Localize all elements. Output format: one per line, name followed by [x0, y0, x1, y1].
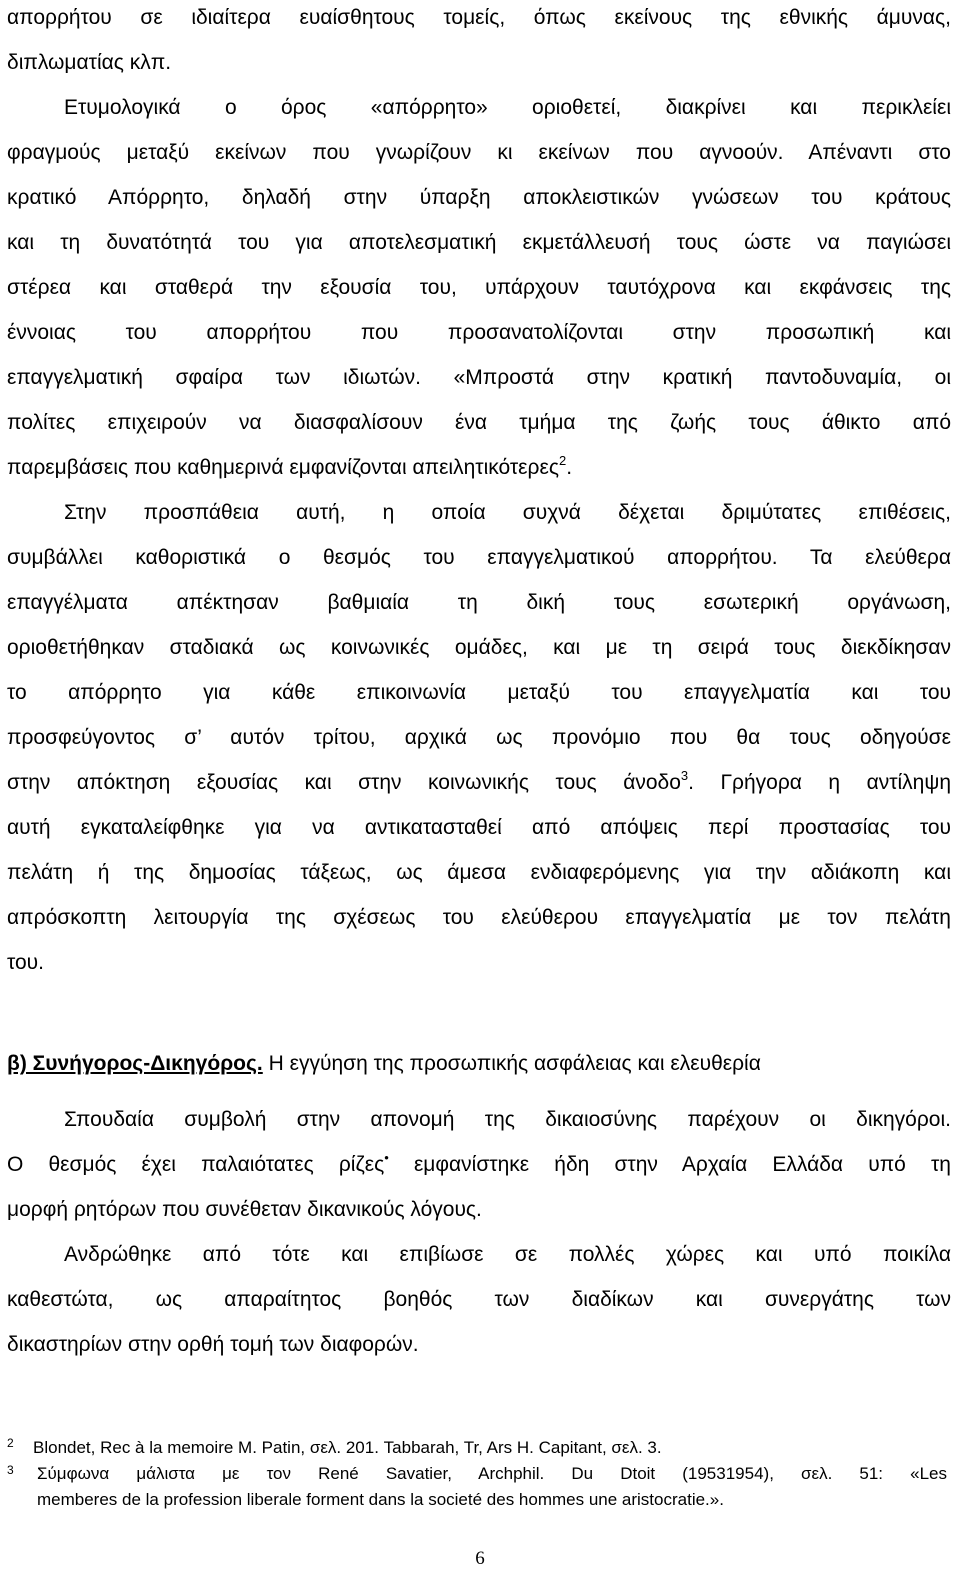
text-line: κρατικό Απόρρητο, δηλαδή στην ύπαρξη αποκλειστικών γνώσεων του κράτους — [7, 186, 951, 209]
text-span: Ο θεσμός έχει παλαιότατες ρίζες — [7, 1153, 385, 1176]
text-line: και τη δυνατότητά του για αποτελεσματική εκμετάλλευσή τους ώστε να παγιώσει — [7, 231, 951, 254]
footnote-ref-3: 3 — [680, 768, 689, 783]
footnote-text: Blondet, Rec à la memoire M. Patin, σελ. 201. Tabbarah, Tr, Ars H. Capitant, σελ. 3. — [33, 1438, 662, 1457]
footnote-text: Σύμφωνα μάλιστα με τον René Savatier, Archphil. Du Dtoit (19531954), σελ. 51: «Les — [37, 1464, 947, 1483]
text-line: οριοθετήθηκαν σταδιακά ως κοινωνικές ομάδες, και με τη σειρά τους διεκδίκησαν — [7, 636, 951, 659]
text-line: απορρήτου σε ιδιαίτερα ευαίσθητους τομείς, όπως εκείνους της εθνικής άμυνας, — [7, 6, 951, 29]
paragraph-start: Ετυμολογικά ο όρος «απόρρητο» οριοθετεί, διακρίνει και περικλείει — [64, 96, 951, 119]
text-line: του. — [7, 951, 44, 974]
footnote-mark: 3 — [7, 1463, 14, 1477]
text-line: το απόρρητο για κάθε επικοινωνία μεταξύ του επαγγελματία και του — [7, 681, 951, 704]
text-line: φραγμούς μεταξύ εκείνων που γνωρίζουν κι εκείνων που αγνοούν. Απέναντι στο — [7, 141, 951, 164]
text-line — [7, 1150, 951, 1177]
text-line — [7, 453, 951, 480]
text-line: δικαστηρίων στην ορθή τομή των διαφορών. — [7, 1333, 419, 1356]
heading-label: β) Συνήγορος-Δικηγόρος. — [7, 1052, 263, 1075]
text-line: απρόσκοπτη λειτουργία της σχέσεως του ελεύθερου επαγγελματία με τον πελάτη — [7, 906, 951, 929]
page-number: 6 — [475, 1548, 485, 1569]
text-span: στην απόκτηση εξουσίας και στην κοινωνικής τους άνοδο — [7, 771, 681, 794]
text-line: πολίτες επιχειρούν να διασφαλίσουν ένα τμήμα της ζωής τους άθικτο από — [7, 411, 951, 434]
text-line: προσφεύγοντος σ’ αυτόν τρίτου, αρχικά ως προνόμιο που θα τους οδηγούσε — [7, 726, 951, 749]
text-line: συμβάλλει καθοριστικά ο θεσμός του επαγγελματικού απορρήτου. Τα ελεύθερα — [7, 546, 951, 569]
paragraph-start: Στην προσπάθεια αυτή, η οποία συχνά δέχεται δριμύτατες επιθέσεις, — [64, 501, 951, 524]
text-line: έννοιας του απορρήτου που προσανατολίζονται στην προσωπική και — [7, 321, 951, 344]
text-span: εμφανίστηκε ήδη στην Αρχαία Ελλάδα υπό τη — [413, 1153, 951, 1176]
paragraph-start: Σπουδαία συμβολή στην απονομή της δικαιοσύνης παρέχουν οι δικηγόροι. — [64, 1108, 951, 1131]
text-line — [7, 768, 952, 795]
text-line: στέρεα και σταθερά την εξουσία του, υπάρχουν ταυτόχρονα και εκφάνσεις της — [7, 276, 951, 299]
text-line: πελάτη ή της δημοσίας τάξεως, ως άμεσα ενδιαφερόμενης για την αδιάκοπη και — [7, 861, 951, 884]
text-line: επαγγέλματα απέκτησαν βαθμιαία τη δική τους εσωτερική οργάνωση, — [7, 591, 951, 614]
text-span: . Γρήγορα η αντίληψη — [688, 771, 952, 794]
text-line: αυτή εγκαταλείφθηκε για να αντικατασταθεί από απόψεις περί προστασίας του — [7, 816, 951, 839]
text-line: διπλωματίας κλπ. — [7, 51, 172, 74]
text-line: επαγγελματική σφαίρα των ιδιωτών. «Μπροστά στην κρατική παντοδυναμία, οι — [7, 366, 951, 389]
text-line: μορφή ρητόρων που συνέθεταν δικανικούς λόγους. — [7, 1198, 482, 1221]
bullet-mark: • — [384, 1150, 389, 1165]
paragraph-start: Ανδρώθηκε από τότε και επιβίωσε σε πολλές χώρες και υπό ποικίλα — [64, 1243, 951, 1266]
text-line: καθεστώτα, ως απαραίτητος βοηθός των διαδίκων και συνεργάτης των — [7, 1288, 951, 1311]
footnote-ref-2: 2 — [558, 453, 567, 468]
heading-rest: Η εγγύηση της προσωπικής ασφάλειας και ελευθερία — [262, 1052, 761, 1075]
text-span: παρεμβάσεις που καθημερινά εμφανίζονται απειλητικότερες — [7, 456, 559, 479]
section-heading — [7, 1052, 951, 1076]
footnote-mark: 2 — [7, 1436, 14, 1450]
text-span: . — [566, 456, 573, 479]
footnote-text: memberes de la profession liberale forment dans la societé des hommes une aristocratie.». — [37, 1490, 724, 1509]
